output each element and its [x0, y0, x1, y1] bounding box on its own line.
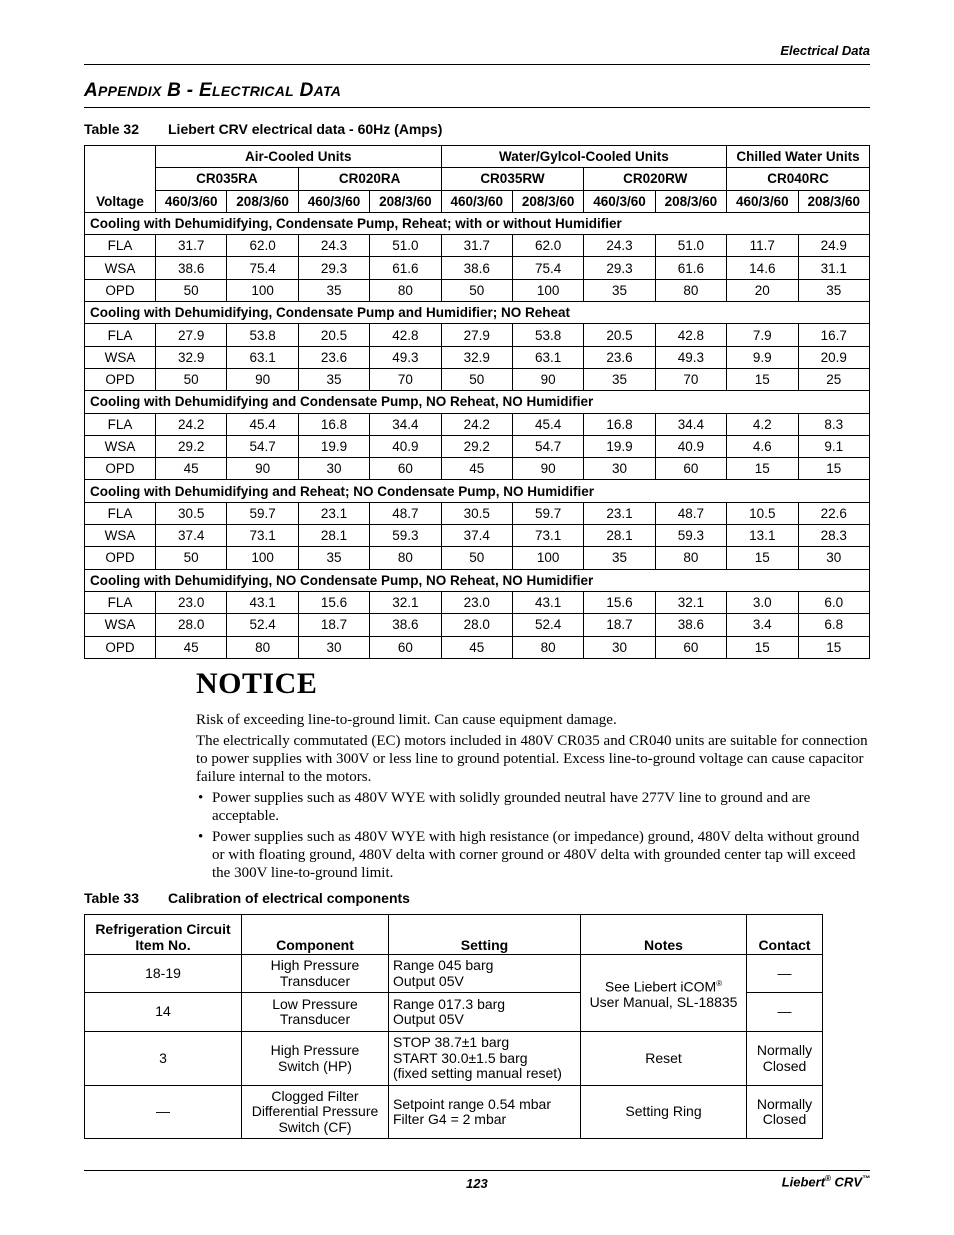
- row-label: WSA: [85, 346, 156, 368]
- table-cell: 18.7: [584, 614, 655, 636]
- table-cell: 4.6: [727, 435, 798, 457]
- contact: —: [747, 993, 823, 1032]
- table-cell: 35: [298, 279, 369, 301]
- col-header-item: Refrigeration Circuit Item No.: [85, 915, 242, 955]
- table-cell: 45: [441, 636, 512, 658]
- item-no: 3: [85, 1032, 242, 1086]
- row-label: FLA: [85, 413, 156, 435]
- table-cell: 45: [156, 458, 227, 480]
- table-cell: 24.3: [584, 235, 655, 257]
- table-cell: 63.1: [512, 346, 583, 368]
- table-cell: 61.6: [370, 257, 441, 279]
- item-no: 18-19: [85, 955, 242, 993]
- table-cell: 32.1: [370, 591, 441, 613]
- voltage-col-header: 460/3/60: [441, 190, 512, 212]
- running-header: Electrical Data: [780, 43, 870, 58]
- table-cell: 51.0: [655, 235, 726, 257]
- contact: Normally Closed: [747, 1032, 823, 1086]
- table-cell: 19.9: [298, 435, 369, 457]
- table-row: [85, 636, 870, 658]
- table-row: [85, 257, 870, 279]
- table-cell: 90: [227, 458, 298, 480]
- table-cell: 30.5: [156, 502, 227, 524]
- row-label: OPD: [85, 368, 156, 390]
- table-row: [85, 525, 870, 547]
- table-cell: 10.5: [727, 502, 798, 524]
- section-row: [85, 391, 870, 413]
- page-number: 123: [466, 1176, 488, 1191]
- table-cell: 30: [798, 547, 869, 569]
- table-cell: 42.8: [655, 324, 726, 346]
- table-cell: 60: [655, 636, 726, 658]
- row-label: FLA: [85, 502, 156, 524]
- table-cell: 15.6: [298, 591, 369, 613]
- table-cell: 50: [156, 547, 227, 569]
- table-cell: 20.5: [298, 324, 369, 346]
- table-cell: 29.3: [298, 257, 369, 279]
- model-header: CR020RA: [298, 168, 441, 190]
- table-cell: 13.1: [727, 525, 798, 547]
- table-cell: 24.2: [441, 413, 512, 435]
- list-item: • Power supplies such as 480V WYE with high resistance (or impedance) ground, 480V delta without ground or with floating ground, 480V delta with corner ground or 480V delta with grounded center tap will exceed the 300V line-to-ground limit.: [198, 829, 860, 881]
- table-cell: 3.4: [727, 614, 798, 636]
- table-cell: 9.9: [727, 346, 798, 368]
- table-cell: 6.8: [798, 614, 869, 636]
- table-cell: 37.4: [441, 525, 512, 547]
- table-cell: 15: [727, 368, 798, 390]
- table-cell: 35: [584, 547, 655, 569]
- table-row: [85, 346, 870, 368]
- section-row: [85, 212, 870, 234]
- table-cell: 20.5: [584, 324, 655, 346]
- row-label: OPD: [85, 547, 156, 569]
- table-cell: 15: [727, 636, 798, 658]
- table-cell: 34.4: [370, 413, 441, 435]
- table-cell: 23.1: [584, 502, 655, 524]
- col-header-contact: Contact: [747, 915, 823, 955]
- table-cell: 23.1: [298, 502, 369, 524]
- table-cell: 80: [655, 547, 726, 569]
- table-cell: 42.8: [370, 324, 441, 346]
- table-cell: 50: [441, 547, 512, 569]
- table-cell: 28.1: [584, 525, 655, 547]
- table-cell: 49.3: [655, 346, 726, 368]
- setting: Setpoint range 0.54 mbar Filter G4 = 2 mbar: [389, 1086, 581, 1139]
- table-cell: 52.4: [512, 614, 583, 636]
- group-header: Chilled Water Units: [727, 146, 870, 168]
- table-cell: 15: [798, 636, 869, 658]
- table32-caption: Table 32 Liebert CRV electrical data - 60Hz (Amps): [84, 121, 443, 137]
- table-cell: 15.6: [584, 591, 655, 613]
- row-label: OPD: [85, 458, 156, 480]
- component: Low Pressure Transducer: [242, 993, 389, 1032]
- table-cell: 15: [727, 458, 798, 480]
- notes: Reset: [581, 1032, 747, 1086]
- electrical-data-table: [84, 145, 870, 659]
- table-cell: 11.7: [727, 235, 798, 257]
- row-label: WSA: [85, 435, 156, 457]
- table-cell: 23.6: [584, 346, 655, 368]
- section-row: [85, 569, 870, 591]
- table-cell: 32.1: [655, 591, 726, 613]
- setting: Range 017.3 barg Output 05V: [389, 993, 581, 1032]
- table-cell: 90: [512, 368, 583, 390]
- voltage-col-header: 208/3/60: [512, 190, 583, 212]
- table-cell: 35: [584, 368, 655, 390]
- table-cell: 15: [727, 547, 798, 569]
- row-label: OPD: [85, 279, 156, 301]
- table-cell: 35: [798, 279, 869, 301]
- table-cell: 32.9: [156, 346, 227, 368]
- voltage-col-header: 208/3/60: [655, 190, 726, 212]
- table-cell: 62.0: [512, 235, 583, 257]
- table-row: [85, 235, 870, 257]
- table-cell: 59.3: [370, 525, 441, 547]
- table-cell: 59.3: [655, 525, 726, 547]
- calibration-table: [84, 914, 823, 1139]
- table-cell: 20: [727, 279, 798, 301]
- table-cell: 30: [584, 458, 655, 480]
- footer-brand: Liebert® CRV™: [781, 1174, 870, 1190]
- row-label: FLA: [85, 591, 156, 613]
- table-cell: 28.3: [798, 525, 869, 547]
- table-cell: 40.9: [655, 435, 726, 457]
- table-cell: 29.3: [584, 257, 655, 279]
- table-cell: 16.7: [798, 324, 869, 346]
- section-row: [85, 480, 870, 502]
- notes: Setting Ring: [581, 1086, 747, 1139]
- component: Clogged Filter Differential Pressure Switch (CF): [242, 1086, 389, 1139]
- table-row: [85, 1032, 823, 1086]
- row-label: WSA: [85, 257, 156, 279]
- table-row: [85, 547, 870, 569]
- table-cell: 52.4: [227, 614, 298, 636]
- table-cell: 30: [298, 458, 369, 480]
- table-cell: 14.6: [727, 257, 798, 279]
- row-label: WSA: [85, 525, 156, 547]
- table-cell: 32.9: [441, 346, 512, 368]
- group-header: Water/Gylcol-Cooled Units: [441, 146, 727, 168]
- table-cell: 38.6: [655, 614, 726, 636]
- table-row: [85, 955, 823, 993]
- table-cell: 23.6: [298, 346, 369, 368]
- table-row: [85, 413, 870, 435]
- row-label: FLA: [85, 324, 156, 346]
- voltage-col-header: 208/3/60: [370, 190, 441, 212]
- table-cell: 53.8: [512, 324, 583, 346]
- table-cell: 19.9: [584, 435, 655, 457]
- table-cell: 18.7: [298, 614, 369, 636]
- table-cell: 30: [584, 636, 655, 658]
- table-cell: 15: [798, 458, 869, 480]
- table-row: [85, 368, 870, 390]
- table-cell: 7.9: [727, 324, 798, 346]
- col-header-component: Component: [242, 915, 389, 955]
- table-cell: 90: [512, 458, 583, 480]
- table-cell: 43.1: [512, 591, 583, 613]
- table-cell: 49.3: [370, 346, 441, 368]
- notice-paragraph: Risk of exceeding line-to-ground limit. Can cause equipment damage.: [196, 712, 617, 728]
- component: High Pressure Transducer: [242, 955, 389, 993]
- notice-paragraph: The electrically commutated (EC) motors included in 480V CR035 and CR040 units are suitable for connection to power supplies with 300V or less line to ground potential. Excess line-to-ground voltage can cause capacitor failure internal to the motors.: [196, 733, 868, 785]
- model-header: CR040RC: [727, 168, 870, 190]
- table-cell: 70: [370, 368, 441, 390]
- setting: STOP 38.7±1 barg START 30.0±1.5 barg (fixed setting manual reset): [389, 1032, 581, 1086]
- notice-body: [196, 711, 870, 885]
- table-cell: 45: [441, 458, 512, 480]
- table-cell: 50: [441, 368, 512, 390]
- table-row: [85, 435, 870, 457]
- table-cell: 28.0: [441, 614, 512, 636]
- table-cell: 29.2: [156, 435, 227, 457]
- table-cell: 24.9: [798, 235, 869, 257]
- table-cell: 35: [298, 368, 369, 390]
- table-cell: 16.8: [584, 413, 655, 435]
- table-cell: 23.0: [156, 591, 227, 613]
- row-label: FLA: [85, 235, 156, 257]
- footer-rule: [84, 1170, 870, 1171]
- table-cell: 63.1: [227, 346, 298, 368]
- table-cell: 22.6: [798, 502, 869, 524]
- voltage-header: Voltage: [85, 146, 156, 213]
- voltage-col-header: 460/3/60: [156, 190, 227, 212]
- bullet: •: [198, 829, 204, 845]
- contact: —: [747, 955, 823, 993]
- table-cell: 20.9: [798, 346, 869, 368]
- table-cell: 100: [227, 547, 298, 569]
- table-cell: 73.1: [512, 525, 583, 547]
- table-cell: 53.8: [227, 324, 298, 346]
- table-cell: 3.0: [727, 591, 798, 613]
- table-row: [85, 614, 870, 636]
- table-cell: 31.1: [798, 257, 869, 279]
- contact: Normally Closed: [747, 1086, 823, 1139]
- table-cell: 80: [512, 636, 583, 658]
- table-cell: 30.5: [441, 502, 512, 524]
- table-row: [85, 324, 870, 346]
- voltage-col-header: 208/3/60: [227, 190, 298, 212]
- section-title: Cooling with Dehumidifying and Condensate Pump, NO Reheat, NO Humidifier: [85, 391, 870, 413]
- section-row: [85, 302, 870, 324]
- table-cell: 100: [227, 279, 298, 301]
- table-cell: 48.7: [370, 502, 441, 524]
- table-cell: 45: [156, 636, 227, 658]
- title-rule: [84, 107, 870, 108]
- table-cell: 80: [227, 636, 298, 658]
- table-row: [85, 591, 870, 613]
- table-cell: 61.6: [655, 257, 726, 279]
- table-cell: 100: [512, 279, 583, 301]
- table-cell: 29.2: [441, 435, 512, 457]
- table-cell: 37.4: [156, 525, 227, 547]
- group-header: Air-Cooled Units: [156, 146, 442, 168]
- table-cell: 4.2: [727, 413, 798, 435]
- table-cell: 6.0: [798, 591, 869, 613]
- table-cell: 100: [512, 547, 583, 569]
- table-cell: 43.1: [227, 591, 298, 613]
- table-cell: 38.6: [370, 614, 441, 636]
- col-header-notes: Notes: [581, 915, 747, 955]
- table-cell: 34.4: [655, 413, 726, 435]
- table-cell: 60: [655, 458, 726, 480]
- table-cell: 59.7: [227, 502, 298, 524]
- table-cell: 62.0: [227, 235, 298, 257]
- table-cell: 16.8: [298, 413, 369, 435]
- voltage-col-header: 208/3/60: [798, 190, 869, 212]
- table-cell: 35: [584, 279, 655, 301]
- table-cell: 9.1: [798, 435, 869, 457]
- model-header: CR020RW: [584, 168, 727, 190]
- table-cell: 51.0: [370, 235, 441, 257]
- table-cell: 80: [655, 279, 726, 301]
- table-cell: 59.7: [512, 502, 583, 524]
- section-title: Cooling with Dehumidifying, NO Condensate Pump, NO Reheat, NO Humidifier: [85, 569, 870, 591]
- table-cell: 35: [298, 547, 369, 569]
- row-label: WSA: [85, 614, 156, 636]
- model-header: CR035RA: [156, 168, 299, 190]
- voltage-col-header: 460/3/60: [584, 190, 655, 212]
- table-cell: 24.2: [156, 413, 227, 435]
- item-no: —: [85, 1086, 242, 1139]
- setting: Range 045 barg Output 05V: [389, 955, 581, 993]
- table-cell: 45.4: [227, 413, 298, 435]
- table-cell: 38.6: [156, 257, 227, 279]
- table-cell: 60: [370, 458, 441, 480]
- table-cell: 54.7: [227, 435, 298, 457]
- table-cell: 38.6: [441, 257, 512, 279]
- table-cell: 30: [298, 636, 369, 658]
- component: High Pressure Switch (HP): [242, 1032, 389, 1086]
- table-cell: 24.3: [298, 235, 369, 257]
- table-cell: 50: [156, 368, 227, 390]
- voltage-col-header: 460/3/60: [298, 190, 369, 212]
- table-cell: 45.4: [512, 413, 583, 435]
- notice-title: NOTICE: [196, 667, 318, 700]
- section-title: Cooling with Dehumidifying, Condensate Pump, Reheat; with or without Humidifier: [85, 212, 870, 234]
- table-row: [85, 502, 870, 524]
- table-cell: 28.0: [156, 614, 227, 636]
- table-cell: 27.9: [441, 324, 512, 346]
- table-cell: 60: [370, 636, 441, 658]
- table-cell: 80: [370, 547, 441, 569]
- list-item: • Power supplies such as 480V WYE with solidly grounded neutral have 277V line to ground and are acceptable.: [198, 790, 811, 824]
- table33-caption: Table 33 Calibration of electrical components: [84, 890, 410, 906]
- table-cell: 90: [227, 368, 298, 390]
- table-row: [85, 458, 870, 480]
- table-row: [85, 1086, 823, 1139]
- table-cell: 28.1: [298, 525, 369, 547]
- table-cell: 70: [655, 368, 726, 390]
- table-cell: 23.0: [441, 591, 512, 613]
- table-cell: 50: [441, 279, 512, 301]
- table-cell: 50: [156, 279, 227, 301]
- table-cell: 27.9: [156, 324, 227, 346]
- model-header: CR035RW: [441, 168, 584, 190]
- section-title: Cooling with Dehumidifying, Condensate Pump and Humidifier; NO Reheat: [85, 302, 870, 324]
- table-row: [85, 279, 870, 301]
- table-cell: 31.7: [441, 235, 512, 257]
- notes-merged: See Liebert iCOM® User Manual, SL-18835: [581, 955, 747, 1032]
- table-cell: 25: [798, 368, 869, 390]
- appendix-title: APPENDIX B - ELECTRICAL DATA: [84, 80, 342, 101]
- table-cell: 54.7: [512, 435, 583, 457]
- table-cell: 75.4: [512, 257, 583, 279]
- table-cell: 80: [370, 279, 441, 301]
- header-rule: [84, 64, 870, 65]
- notice-bullets: [196, 789, 870, 882]
- item-no: 14: [85, 993, 242, 1032]
- table-cell: 40.9: [370, 435, 441, 457]
- table-cell: 73.1: [227, 525, 298, 547]
- table-cell: 48.7: [655, 502, 726, 524]
- table-cell: 8.3: [798, 413, 869, 435]
- row-label: OPD: [85, 636, 156, 658]
- table-cell: 31.7: [156, 235, 227, 257]
- table-cell: 75.4: [227, 257, 298, 279]
- bullet: •: [198, 790, 204, 806]
- section-title: Cooling with Dehumidifying and Reheat; NO Condensate Pump, NO Humidifier: [85, 480, 870, 502]
- voltage-col-header: 460/3/60: [727, 190, 798, 212]
- col-header-setting: Setting: [389, 915, 581, 955]
